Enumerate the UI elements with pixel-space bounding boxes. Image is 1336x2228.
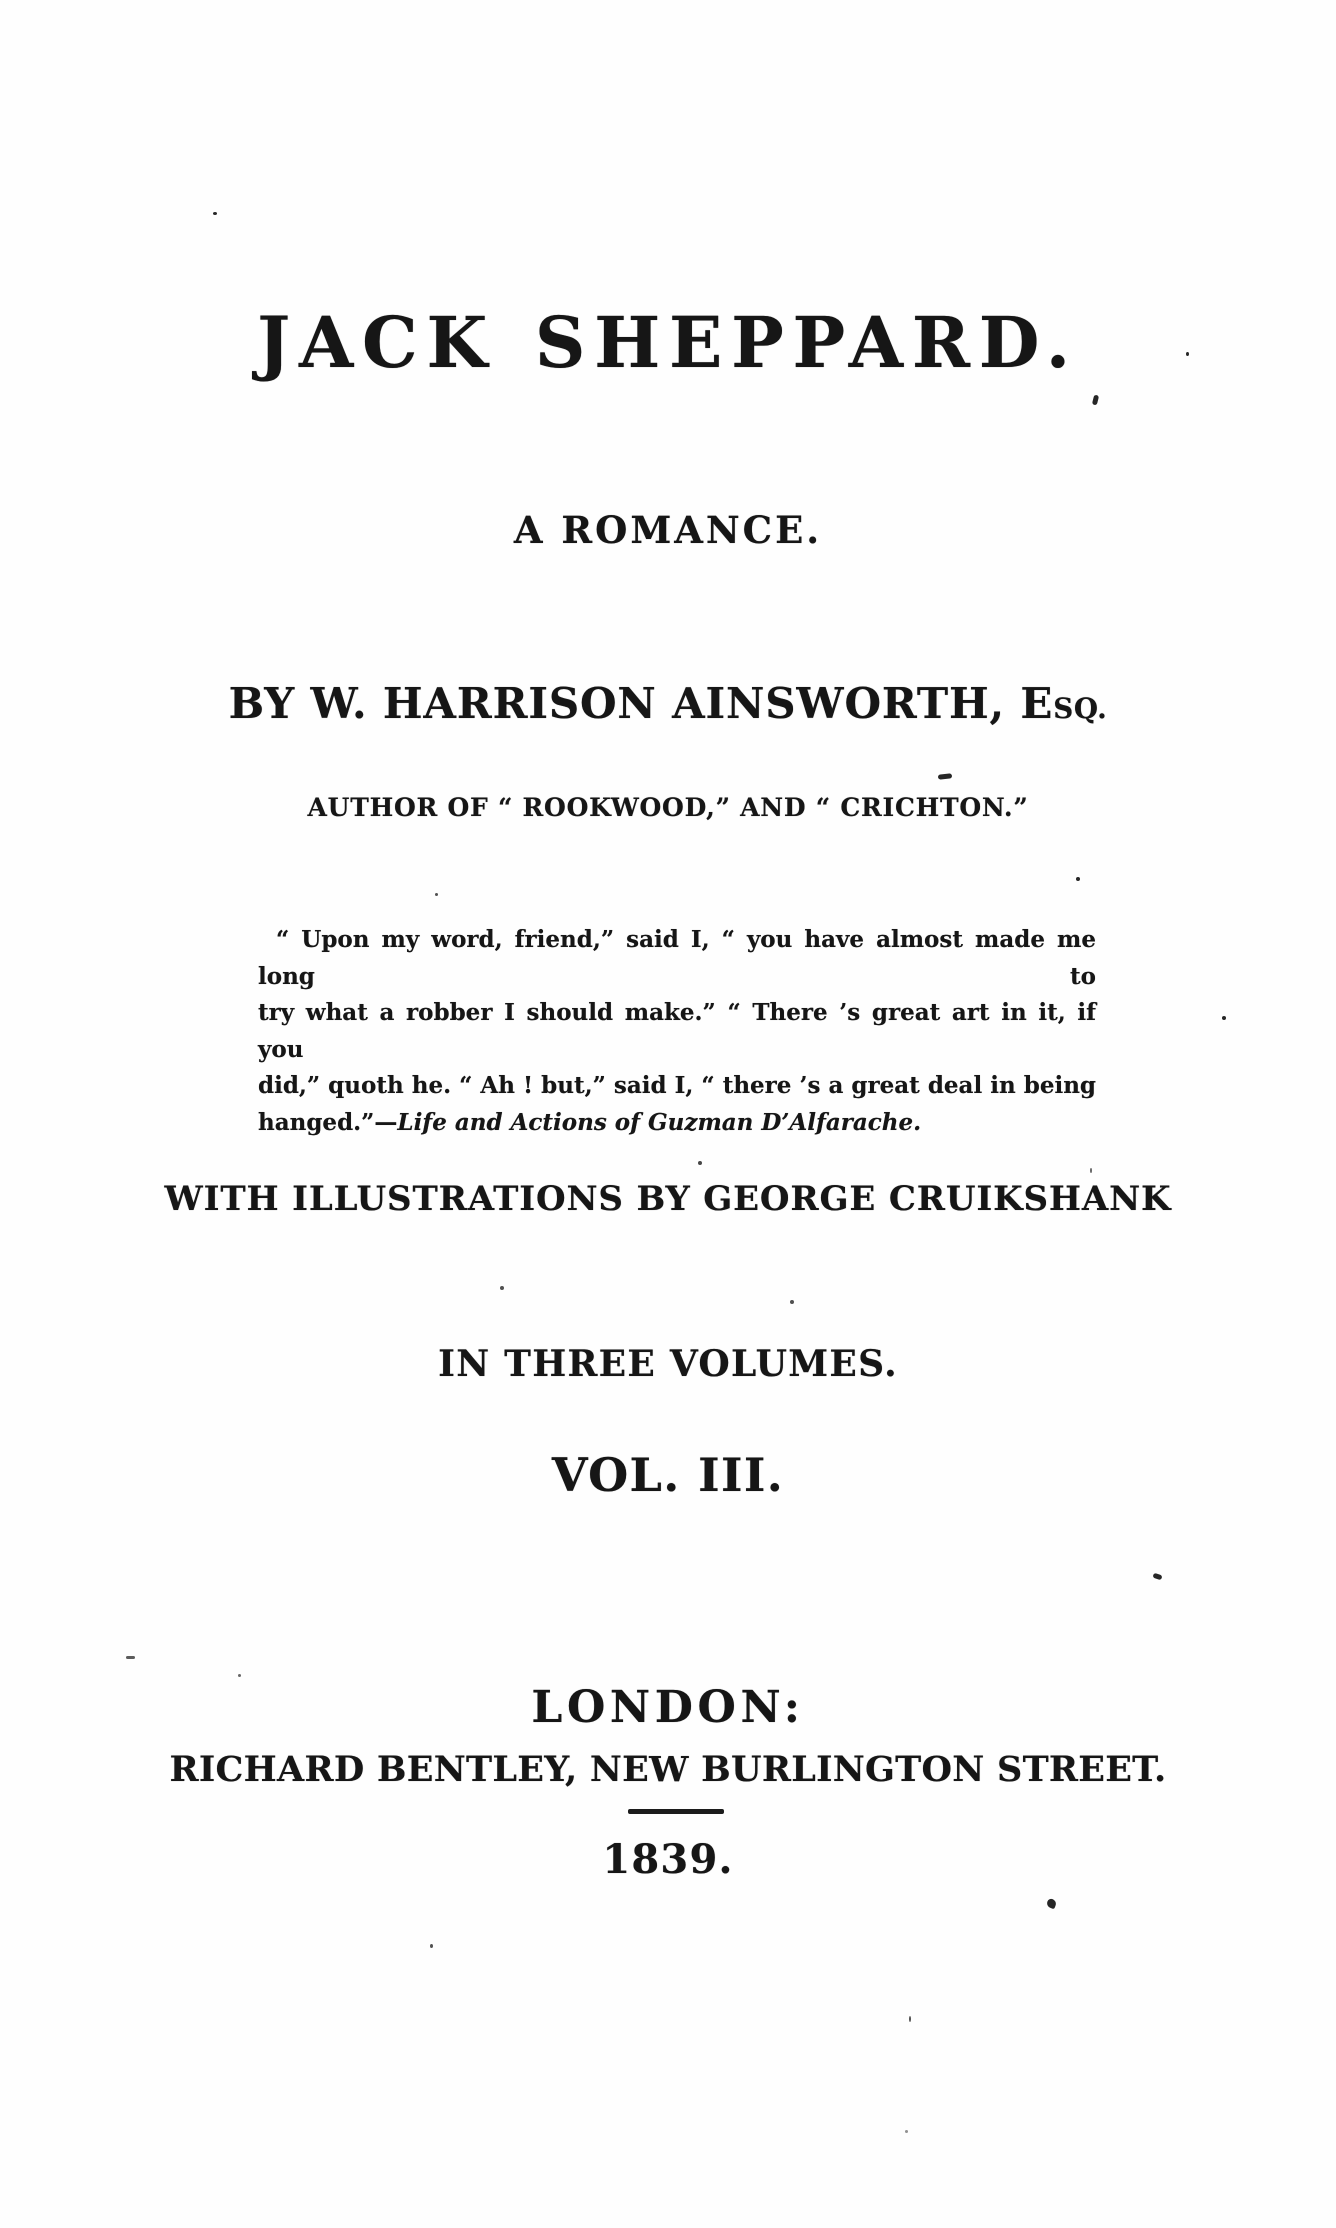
epigraph-line-2: try what a robber I should make.” “ There ’s great art in it, if you — [258, 999, 1096, 1063]
epigraph-line-3: did,” quoth he. “ Ah ! but,” said I, “ there ’s a great deal in being — [258, 1072, 1096, 1100]
imprint-publisher: RICHARD BENTLEY, NEW BURLINGTON STREET. — [169, 1749, 1167, 1790]
scan-speck — [909, 2016, 911, 2022]
scan-speck — [1046, 1898, 1058, 1910]
epigraph-closing: hanged.”— — [258, 1108, 398, 1136]
scan-speck — [1090, 1168, 1092, 1173]
scan-speck — [213, 212, 217, 215]
author-credit-line: AUTHOR OF “ ROOKWOOD,” AND “ CRICHTON.” — [307, 793, 1029, 822]
epigraph-quote — [258, 922, 1096, 1142]
scan-speck — [238, 1674, 241, 1677]
scan-speck — [126, 1656, 135, 1659]
epigraph-line-1: “ Upon my word, friend,” said I, “ you have almost made me long to — [258, 926, 1096, 990]
imprint-year: 1839. — [602, 1836, 734, 1883]
scan-speck — [1222, 1016, 1226, 1020]
author-byline — [0, 679, 1336, 728]
epigraph-citation: Life and Actions of Guzman D’Alfarache. — [397, 1108, 922, 1136]
volume-number: VOL. III. — [551, 1448, 785, 1502]
author-byline-main: BY W. HARRISON AINSWORTH, E — [228, 679, 1054, 728]
scan-speck — [1092, 395, 1099, 406]
author-byline-esq-smallcaps: SQ. — [1053, 692, 1108, 725]
book-title: JACK SHEPPARD. — [257, 301, 1079, 384]
scan-speck — [435, 893, 438, 896]
scan-speck — [1076, 877, 1080, 881]
scan-speck — [938, 773, 952, 779]
scan-speck — [698, 1161, 702, 1165]
imprint-city: LONDON: — [531, 1682, 805, 1733]
scan-speck — [1186, 352, 1189, 356]
scan-speck — [905, 2130, 908, 2133]
volumes-statement: IN THREE VOLUMES. — [438, 1343, 898, 1385]
illustrations-credit: WITH ILLUSTRATIONS BY GEORGE CRUIKSHANK — [164, 1179, 1172, 1219]
imprint-rule — [628, 1809, 724, 1814]
scan-speck — [790, 1300, 794, 1304]
book-subtitle: A ROMANCE. — [513, 508, 823, 552]
epigraph-line-4 — [258, 1105, 1096, 1142]
scan-speck — [500, 1286, 504, 1290]
scan-speck — [1152, 1573, 1162, 1581]
scan-speck — [430, 1944, 433, 1948]
